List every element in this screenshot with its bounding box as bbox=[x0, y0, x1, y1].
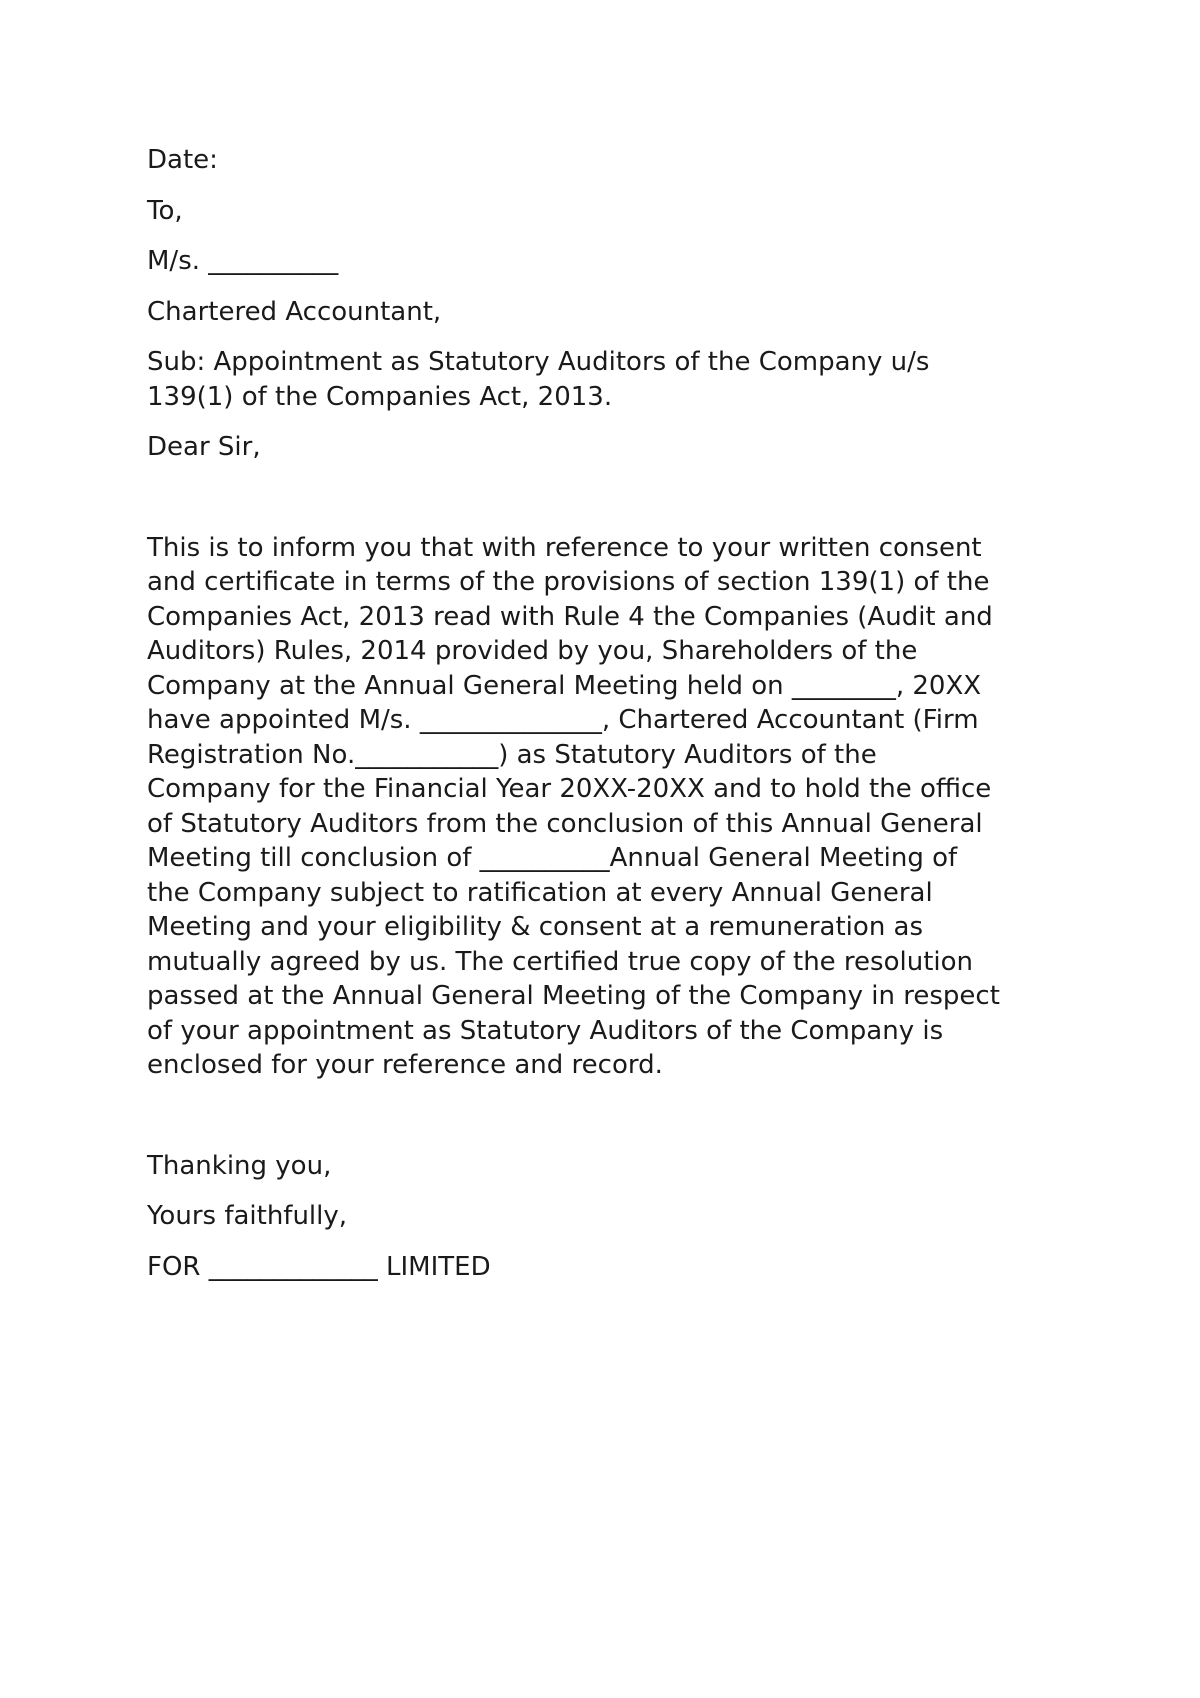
signoff-line: Yours faithfully, bbox=[147, 1201, 348, 1231]
body-line: of Statutory Auditors from the conclusion of this Annual General bbox=[147, 808, 983, 839]
body-line: of your appointment as Statutory Auditors of the Company is bbox=[147, 1015, 944, 1046]
signatory-line: FOR _____________ LIMITED bbox=[147, 1251, 491, 1282]
body-line: passed at the Annual General Meeting of the Company in respect bbox=[147, 981, 1000, 1011]
body-paragraph bbox=[147, 531, 1067, 1083]
body-line: have appointed M/s. ______________, Chartered Accountant (Firm bbox=[147, 705, 979, 735]
closing-line: Thanking you, bbox=[147, 1150, 332, 1181]
body-line: Registration No.___________) as Statutory Auditors of the bbox=[147, 739, 877, 770]
subject-line: Sub: Appointment as Statutory Auditors of the Company u/s bbox=[147, 347, 930, 377]
letter-body bbox=[147, 143, 1067, 1300]
body-line: This is to inform you that with reference to your written consent bbox=[147, 532, 982, 563]
body-line: Company at the Annual General Meeting held on ________, 20XX bbox=[147, 670, 982, 701]
body-line: Meeting and your eligibility & consent at a remuneration as bbox=[147, 912, 924, 942]
salutation: Dear Sir, bbox=[147, 432, 261, 462]
addressee-to: To, bbox=[147, 195, 183, 226]
body-line: enclosed for your reference and record. bbox=[147, 1050, 663, 1080]
body-line: Meeting till conclusion of __________Annual General Meeting of bbox=[147, 843, 958, 873]
body-line: and certificate in terms of the provisions of section 139(1) of the bbox=[147, 567, 990, 597]
addressee-designation: Chartered Accountant, bbox=[147, 296, 442, 327]
body-line: Companies Act, 2013 read with Rule 4 the Companies (Audit and bbox=[147, 601, 993, 632]
body-line: mutually agreed by us. The certified true copy of the resolution bbox=[147, 946, 974, 977]
addressee-firm: M/s. __________ bbox=[147, 246, 339, 276]
body-line: Company for the Financial Year 20XX-20XX and to hold the office bbox=[147, 774, 992, 804]
body-line: the Company subject to ratification at every Annual General bbox=[147, 877, 933, 908]
date-line: Date: bbox=[147, 145, 218, 175]
body-line: Auditors) Rules, 2014 provided by you, Shareholders of the bbox=[147, 636, 918, 666]
subject bbox=[147, 345, 1067, 414]
subject-line: 139(1) of the Companies Act, 2013. bbox=[147, 381, 613, 412]
